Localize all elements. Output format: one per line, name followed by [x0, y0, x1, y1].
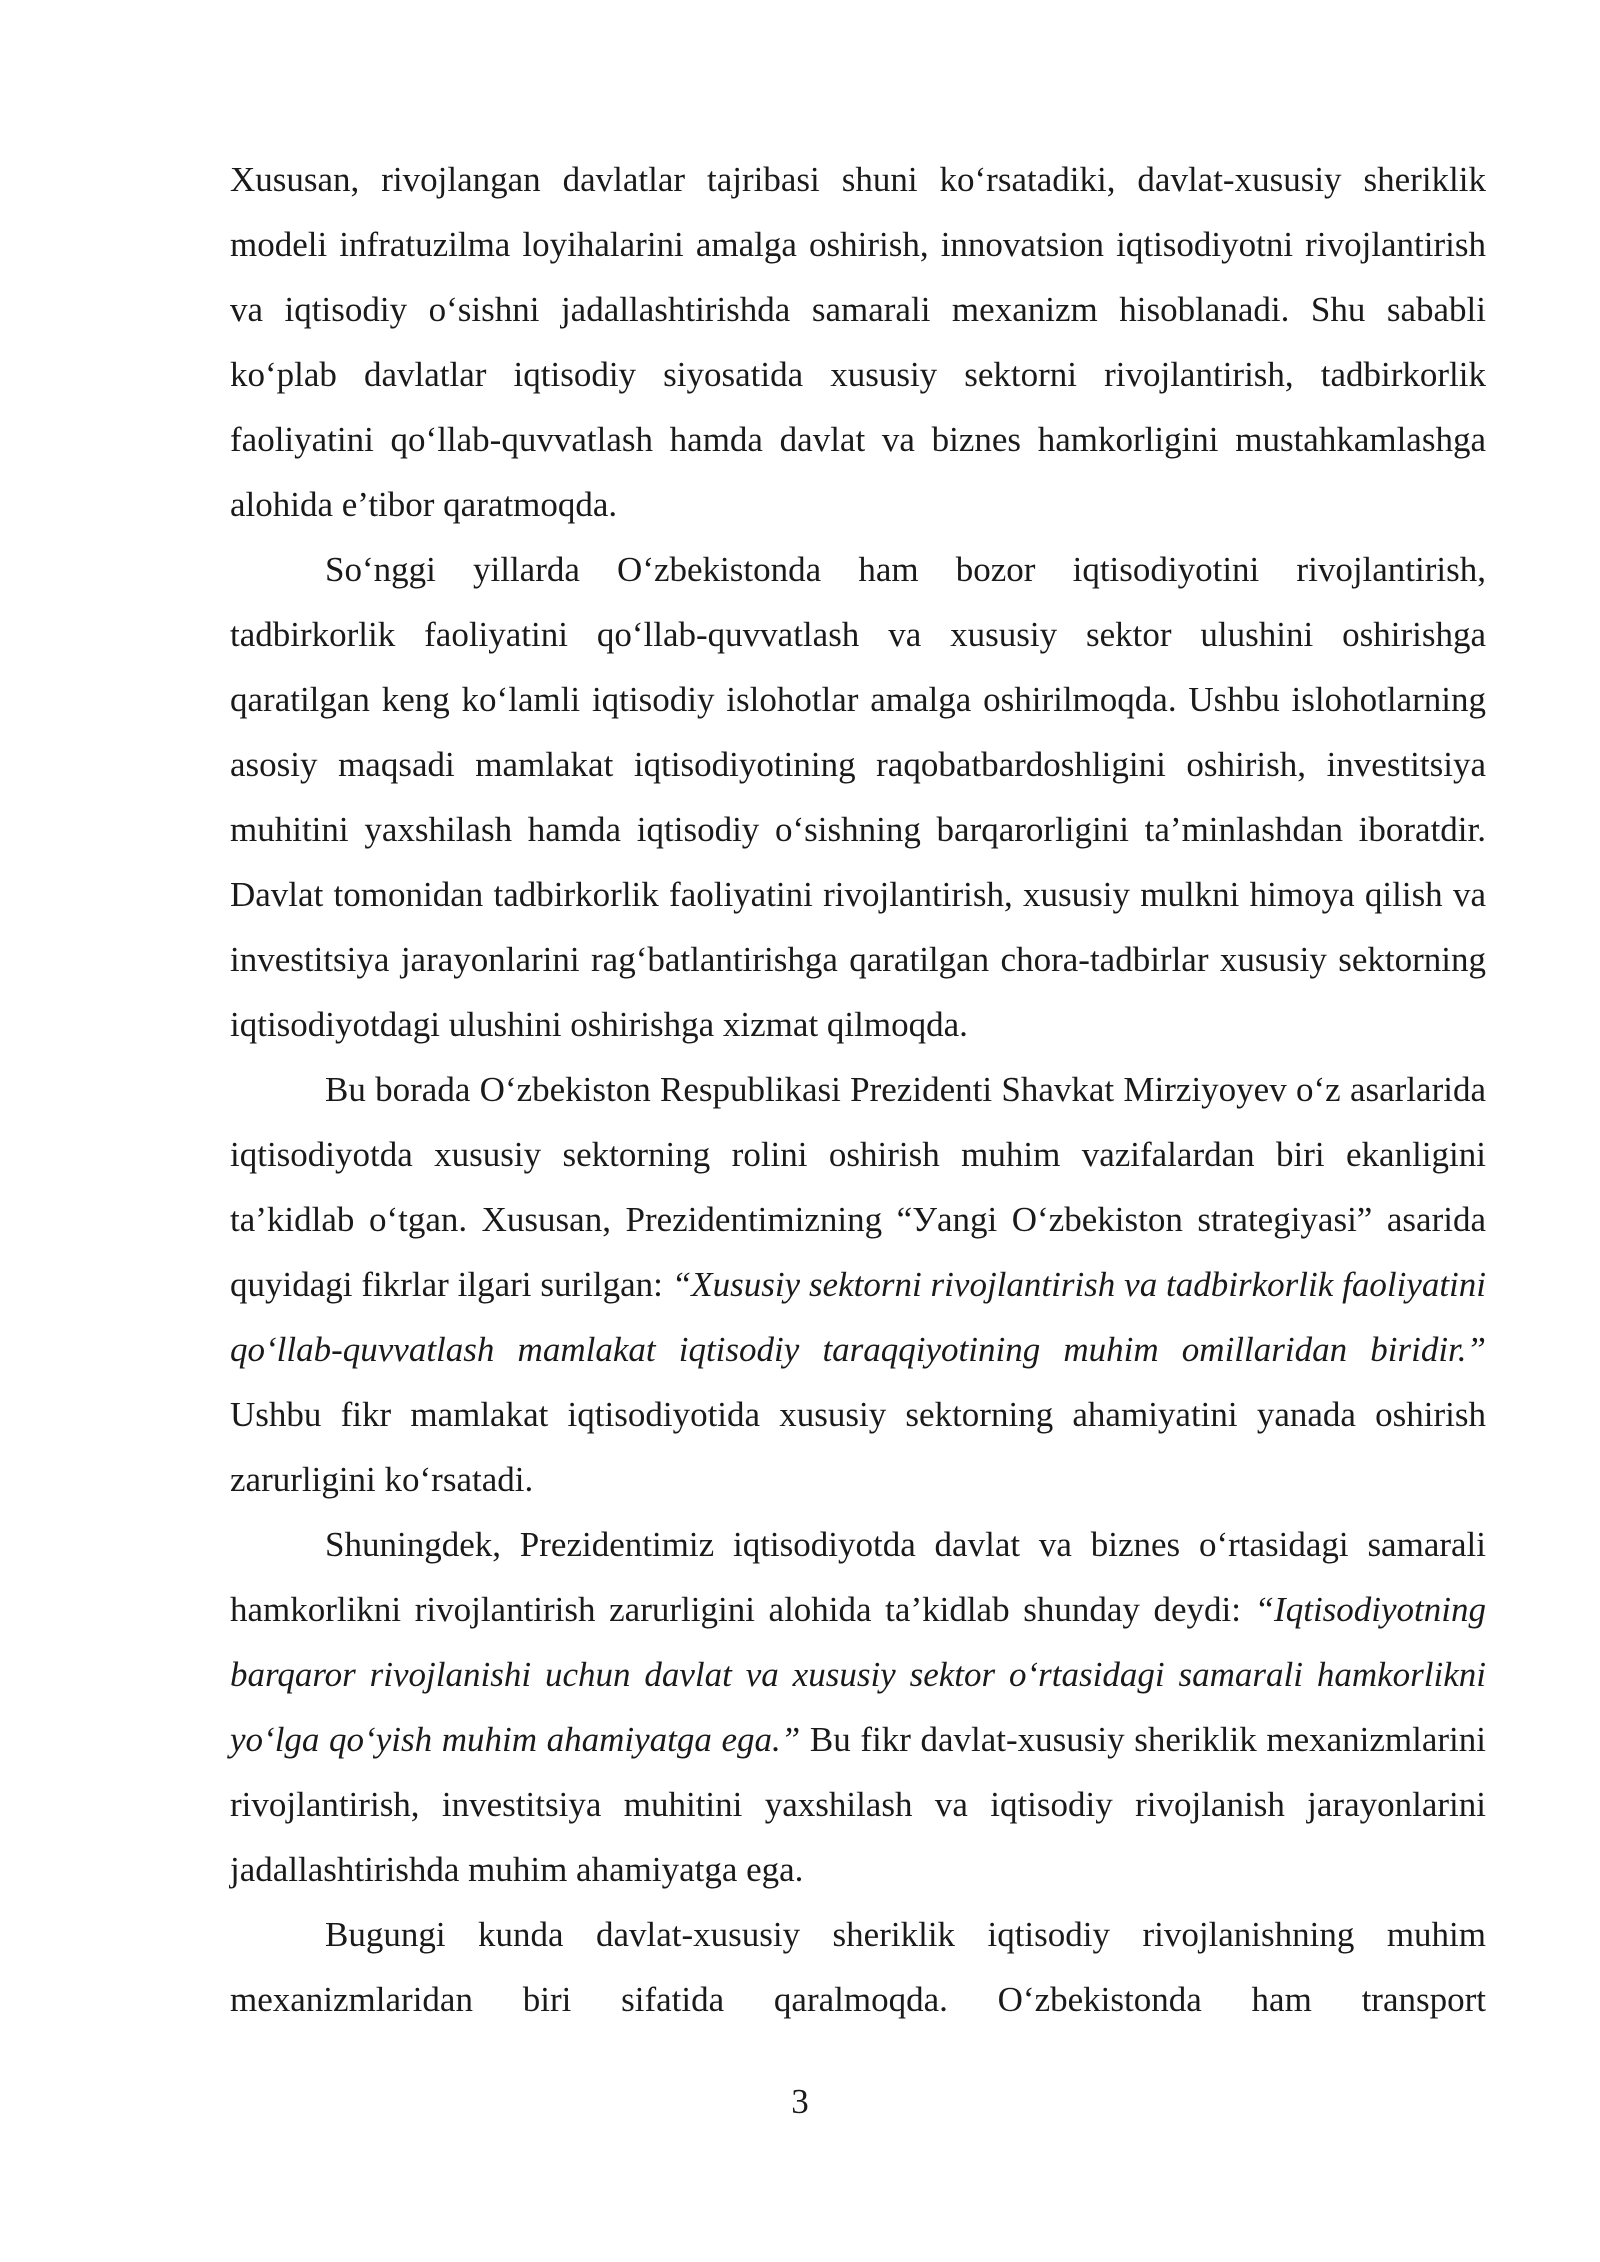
- paragraph-3-text-after: Ushbu fikr mamlakat iqtisodiyotida xususiy sektorning ahamiyatini yanada oshirish zarurligini ko‘rsatadi.: [230, 1395, 1486, 1499]
- document-body: [230, 147, 1486, 2032]
- paragraph-4-quote: “Iqtisodiyotning barqaror rivojlanishi uchun davlat va xususiy sektor o‘rtasidagi samarali hamkorlikni yo‘lga qo‘yish muhim ahamiyatga ega.”: [230, 1590, 1486, 1759]
- paragraph-4: [230, 1512, 1486, 1902]
- paragraph-3-quote: “Xususiy sektorni rivojlantirish va tadbirkorlik faoliyatini qo‘llab-quvvatlash mamlakat iqtisodiy taraqqiyotining muhim omillaridan biridir.”: [230, 1265, 1487, 1369]
- paragraph-2: So‘nggi yillarda O‘zbekistonda ham bozor iqtisodiyotini rivojlantirish, tadbirkorlik faoliyatini qo‘llab-quvvatlash va xususiy sektor ulushini oshirishga qaratilgan keng ko‘lamli iqtisodiy islohotlar amalga oshirilmoqda. Ushbu islohotlarning asosiy maqsadi mamlakat iqtisodiyotining raqobatbardoshligini oshirish, investitsiya muhitini yaxshilash hamda iqtisodiy o‘sishning barqarorligini ta’minlashdan iboratdir. Davlat tomonidan tadbirkorlik faoliyatini rivojlantirish, xususiy mulkni himoya qilish va investitsiya jarayonlarini rag‘batlantirishga qaratilgan chora-tadbirlar xususiy sektorning iqtisodiyotdagi ulushini oshirishga xizmat qilmoqda.: [230, 550, 1486, 1044]
- paragraph-4-text-after: Bu fikr davlat-xususiy sheriklik mexanizmlarini rivojlantirish, investitsiya muhitini yaxshilash va iqtisodiy rivojlanish jarayonlarini jadallashtirishda muhim ahamiyatga ega.: [230, 1720, 1486, 1889]
- page-number: 3: [791, 2082, 809, 2121]
- paragraph-3-text-before: Bu borada O‘zbekiston Respublikasi Prezidenti Shavkat Mirziyoyev o‘z asarlarida iqtisodiyotda xususiy sektorning rolini oshirish muhim vazifalardan biri ekanligini ta’kidlab o‘tgan. Xususan, Prezidentimizning “Уangi O‘zbekiston strategiyasi” asarida quyidagi fikrlar ilgari surilgan:: [230, 1070, 1486, 1304]
- paragraph-5: Bugungi kunda davlat-xususiy sheriklik iqtisodiy rivojlanishning muhim mexanizmlaridan biri sifatida qaralmoqda. O‘zbekistonda ham transport: [230, 1915, 1486, 2019]
- paragraph-1: Xususan, rivojlangan davlatlar tajribasi shuni ko‘rsatadiki, davlat-xususiy sheriklik modeli infratuzilma loyihalarini amalga oshirish, innovatsion iqtisodiyotni rivojlantirish va iqtisodiy o‘sishni jadallashtirishda samarali mexanizm hisoblanadi. Shu sababli ko‘plab davlatlar iqtisodiy siyosatida xususiy sektorni rivojlantirish, tadbirkorlik faoliyatini qo‘llab-quvvatlash hamda davlat va biznes hamkorligini mustahkamlashga alohida e’tibor qaratmoqda.: [230, 160, 1486, 524]
- paragraph-3: [230, 1057, 1486, 1512]
- paragraph-4-text-before: Shuningdek, Prezidentimiz iqtisodiyotda davlat va biznes o‘rtasidagi samarali hamkorlikni rivojlantirish zarurligini alohida ta’kidlab shunday deydi:: [230, 1525, 1486, 1629]
